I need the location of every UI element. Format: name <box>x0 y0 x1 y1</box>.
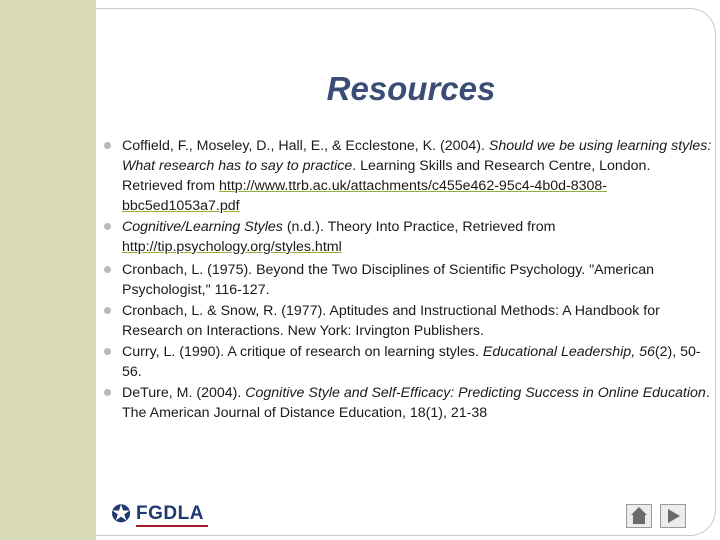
bullet-icon <box>104 307 111 314</box>
fgdla-logo <box>108 500 208 530</box>
reference-text: Coffield, F., Moseley, D., Hall, E., & Ecclestone, K. (2004). Should we be using learning styles: What research has to say to practice. Learning Skills and Research Centre, London. Retrieved from http://www.ttrb.ac.uk/attachments/c455e462-95c4-4b0d-8308-bbc5ed1053a7.pdf <box>122 138 712 214</box>
reference-text: Cronbach, L. (1975). Beyond the Two Disciplines of Scientific Psychology. "American Psychologist," 116-127. <box>122 262 655 298</box>
reference-text: DeTure, M. (2004). Cognitive Style and Self-Efficacy: Predicting Success in Online Education. The American Journal of Distance Education, 18(1), 21-38 <box>122 385 710 421</box>
next-arrow-icon <box>668 509 680 523</box>
home-button[interactable] <box>626 504 652 528</box>
logo-text: FGDLA <box>136 503 204 524</box>
list-item <box>104 217 712 257</box>
bullet-icon <box>104 142 111 149</box>
reference-link[interactable]: http://www.ttrb.ac.uk/attachments/c455e462-95c4-4b0d-8308-bbc5ed1053a7.pdf <box>122 178 607 214</box>
left-decorative-band <box>0 0 96 540</box>
star-seal-icon: ✪ <box>110 501 132 528</box>
reference-link[interactable]: http://tip.psychology.org/styles.html <box>122 239 342 255</box>
list-item <box>104 260 712 300</box>
bullet-icon <box>104 348 111 355</box>
reference-list <box>104 136 712 424</box>
reference-text: Cognitive/Learning Styles (n.d.). Theory Into Practice, Retrieved from http://tip.psychology.org/styles.html <box>122 219 556 255</box>
bullet-icon <box>104 389 111 396</box>
list-item <box>104 136 712 216</box>
bullet-icon <box>104 266 111 273</box>
list-item <box>104 342 712 382</box>
list-item <box>104 301 712 341</box>
reference-text: Curry, L. (1990). A critique of research on learning styles. Educational Leadership, 56(2), 50-56. <box>122 344 701 380</box>
list-item <box>104 383 712 423</box>
slide-title: Resources <box>326 70 496 107</box>
logo-underline <box>136 525 208 527</box>
next-slide-button[interactable] <box>660 504 686 528</box>
reference-text: Cronbach, L. & Snow, R. (1977). Aptitudes and Instructional Methods: A Handbook for Research on Interactions. New York: Irvington Publishers. <box>122 303 660 339</box>
bullet-icon <box>104 223 111 230</box>
